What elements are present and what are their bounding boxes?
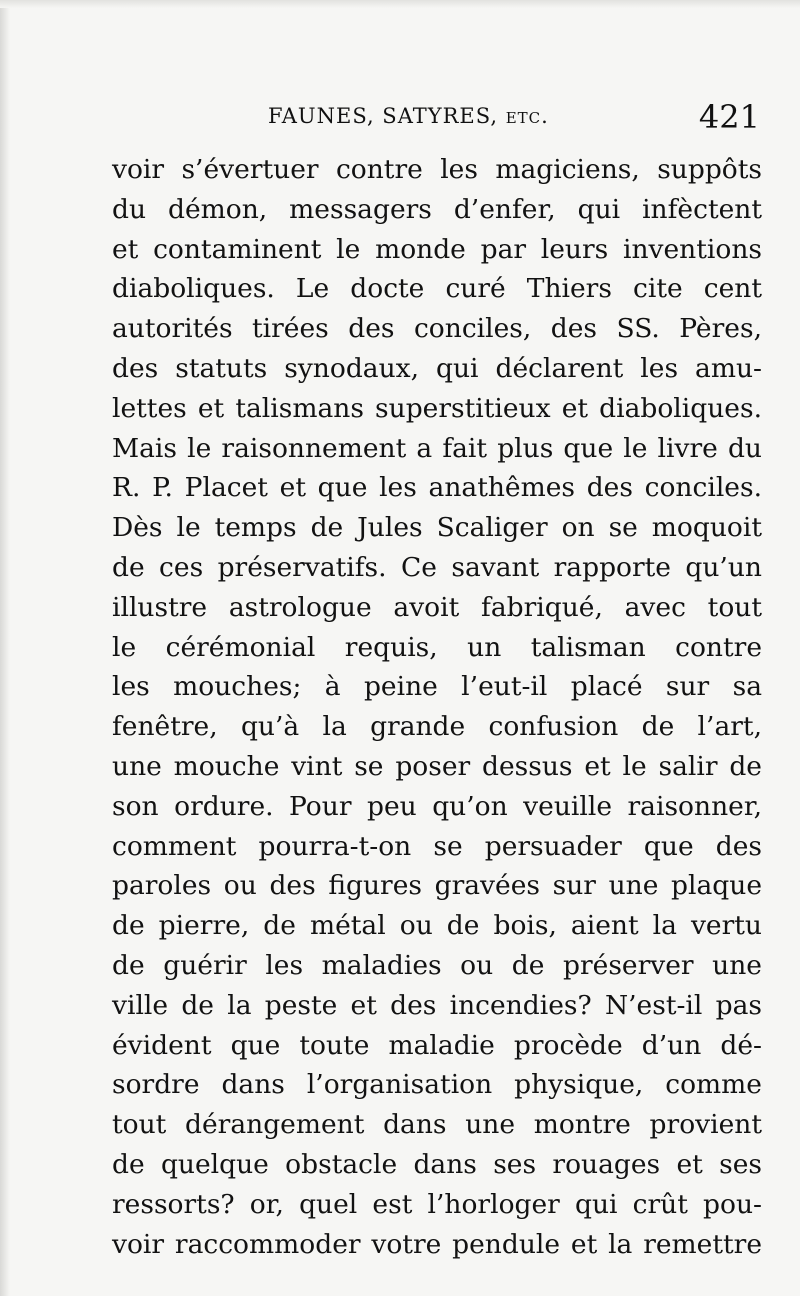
text-line: diaboliques. Le docte curé Thiers cite cent xyxy=(112,273,762,305)
text-line: ville de la peste et des incendies? N’est-il pas xyxy=(112,989,762,1021)
text-line: sordre dans l’organisation physique, comme xyxy=(112,1069,762,1101)
text-line: de ces préservatifs. Ce savant rapporte qu’un xyxy=(112,551,762,583)
text-line: les mouches; à peine l’eut-il placé sur sa xyxy=(112,671,762,703)
text-line: tout dérangement dans une montre provient xyxy=(112,1109,762,1141)
text-line: Mais le raisonnement a fait plus que le livre du xyxy=(112,432,762,464)
scan-edge-top xyxy=(0,0,800,8)
scan-edge-left xyxy=(0,0,10,1296)
body-text xyxy=(112,150,762,1264)
text-line: autorités tirées des conciles, des SS. Pères, xyxy=(112,313,762,345)
running-title: FAUNES, SATYRES, etc. xyxy=(268,104,549,128)
text-line: de guérir les maladies ou de préserver une xyxy=(112,949,762,981)
text-line: le cérémonial requis, un talisman contre xyxy=(112,631,762,663)
text-line: R. P. Placet et que les anathêmes des conciles. xyxy=(112,472,762,504)
text-line: lettes et talismans superstitieux et diaboliques. xyxy=(112,392,762,424)
text-line: son ordure. Pour peu qu’on veuille raisonner, xyxy=(112,790,762,822)
running-head xyxy=(118,98,766,138)
text-line: ressorts? or, quel est l’horloger qui crût pou- xyxy=(112,1188,762,1220)
text-line: évident que toute maladie procède d’un dé- xyxy=(112,1029,762,1061)
text-line: de quelque obstacle dans ses rouages et ses xyxy=(112,1148,762,1180)
text-line: une mouche vint se poser dessus et le salir de xyxy=(112,750,762,782)
text-line: fenêtre, qu’à la grande confusion de l’art, xyxy=(112,711,762,743)
text-line: comment pourra-t-on se persuader que des xyxy=(112,830,762,862)
text-line: paroles ou des figures gravées sur une plaque xyxy=(112,870,762,902)
text-line: de pierre, de métal ou de bois, aient la vertu xyxy=(112,910,762,942)
page-number: 421 xyxy=(698,98,760,136)
text-line: illustre astrologue avoit fabriqué, avec tout xyxy=(112,591,762,623)
text-line: voir raccommoder votre pendule et la remettre xyxy=(112,1228,762,1260)
text-line: des statuts synodaux, qui déclarent les amu- xyxy=(112,352,762,384)
text-line: du démon, messagers d’enfer, qui infèctent xyxy=(112,193,762,225)
text-line: voir s’évertuer contre les magiciens, suppôts xyxy=(112,154,762,185)
text-line: et contaminent le monde par leurs inventions xyxy=(112,233,762,265)
text-line: Dès le temps de Jules Scaliger on se moquoit xyxy=(112,512,762,544)
